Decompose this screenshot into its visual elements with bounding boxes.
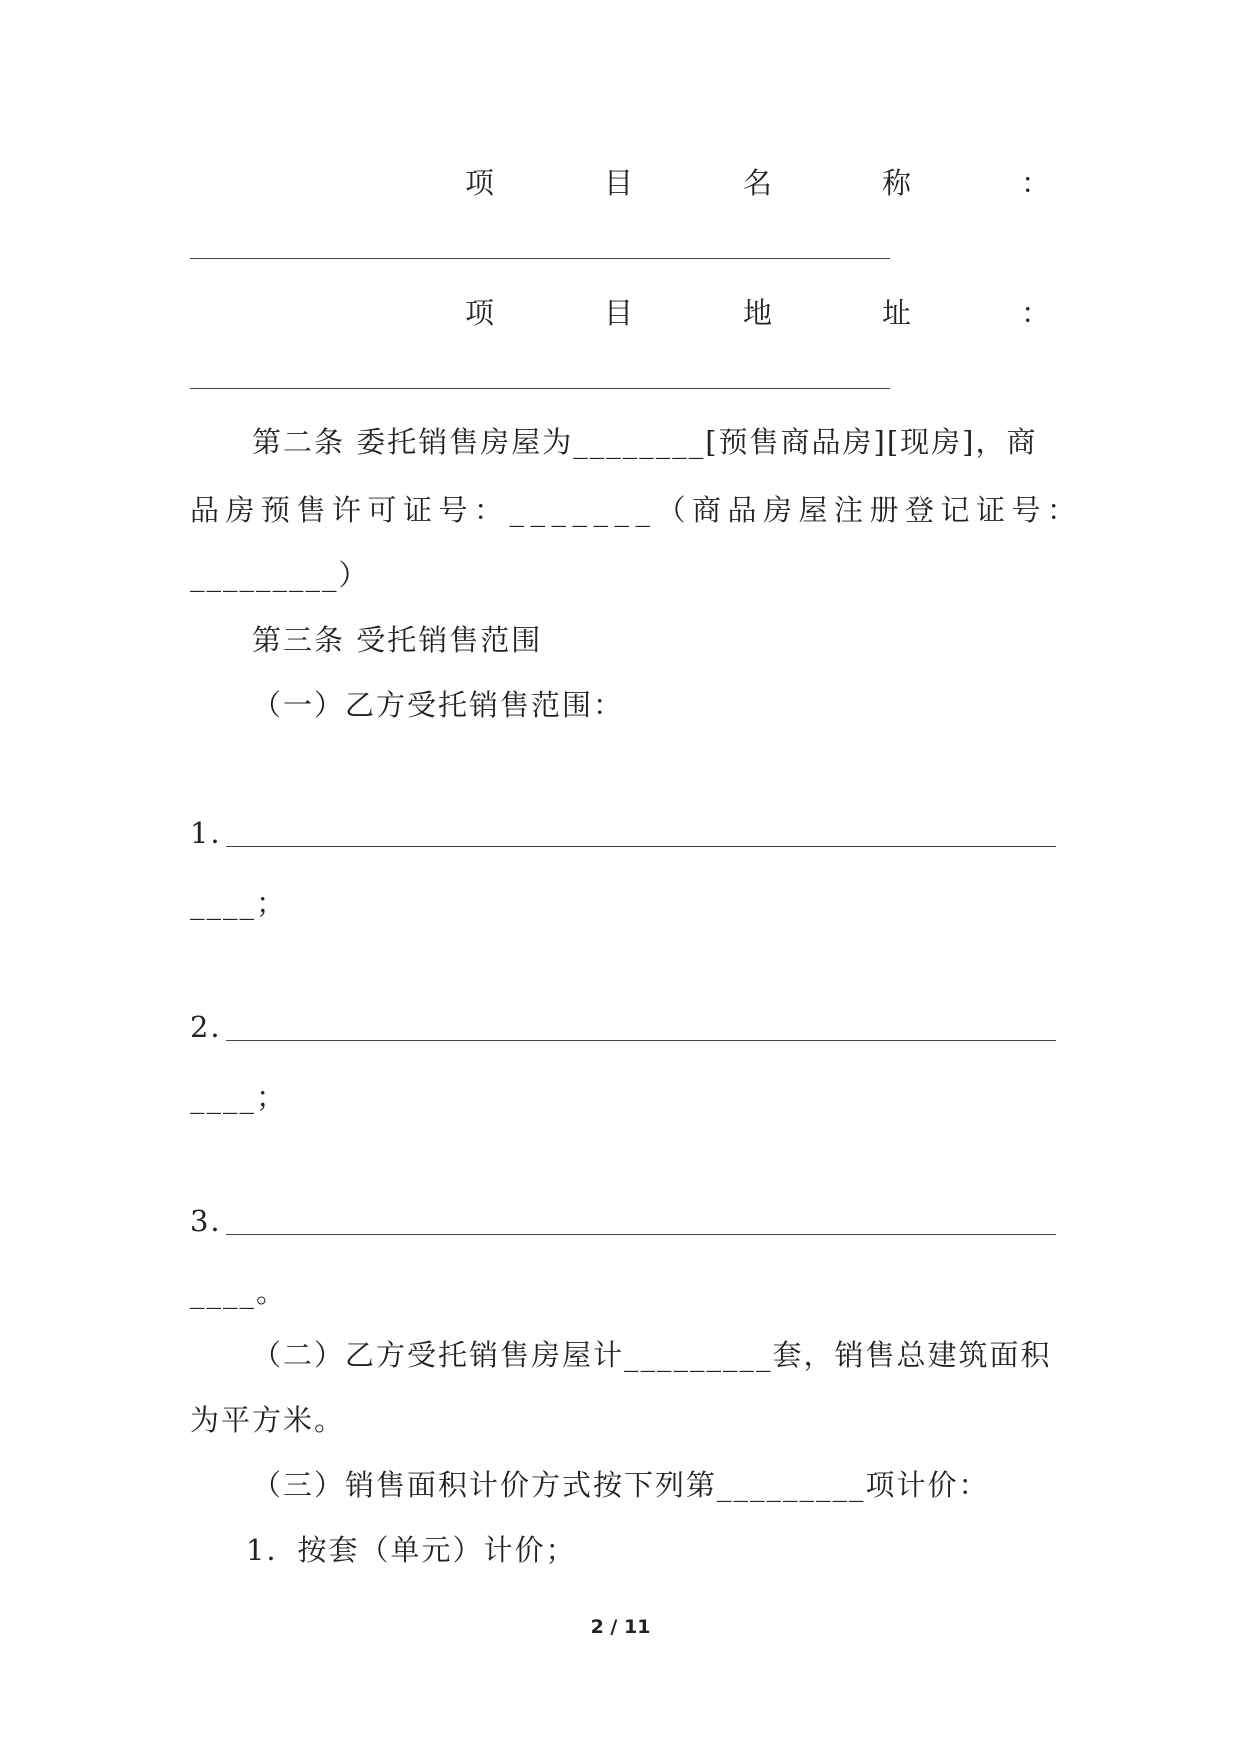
- article3-sub1: （一）乙方受托销售范围：: [252, 688, 625, 722]
- scope-item-tail: ____。: [190, 1275, 288, 1309]
- scope-item-tail: ____；: [190, 886, 288, 920]
- label-char: 称: [881, 166, 911, 200]
- article3-sub2-line1: （二）乙方受托销售房屋计_________套，销售总建筑面积: [252, 1338, 1052, 1372]
- article3-title: 第三条 受托销售范围: [252, 623, 543, 657]
- article2-line3: _________）: [190, 558, 370, 592]
- article2-line1: 第二条 委托销售房屋为________[预售商品房][现房]，商: [252, 425, 1038, 459]
- label-char: 目: [603, 296, 633, 330]
- article3-sub2-line2: 为平方米。: [190, 1403, 346, 1437]
- label-char: ：: [1020, 166, 1050, 200]
- page-number: 2 / 11: [590, 1616, 651, 1638]
- scope-item-tail: ____；: [190, 1080, 288, 1114]
- label-char: 目: [603, 166, 633, 200]
- project-address-blank: [190, 388, 890, 389]
- scope-item-number: 2．: [190, 1010, 242, 1044]
- pricing-option-1: 1．按套（单元）计价；: [246, 1533, 577, 1567]
- label-char: 址: [881, 296, 911, 330]
- scope-item-blank: [226, 846, 1056, 847]
- label-char: 项: [465, 296, 495, 330]
- field-project-name-label: [465, 163, 1050, 203]
- label-char: 项: [465, 166, 495, 200]
- scope-item-number: 1．: [190, 816, 242, 850]
- project-name-blank: [190, 258, 890, 259]
- label-char: 名: [742, 166, 772, 200]
- scope-item-number: 3．: [190, 1204, 242, 1238]
- scope-item-blank: [226, 1040, 1056, 1041]
- article2-line2: 品房预售许可证号：_______（商品房屋注册登记证号：: [190, 493, 1083, 527]
- article3-sub3: （三）销售面积计价方式按下列第_________项计价：: [252, 1468, 990, 1502]
- scope-item-blank: [226, 1234, 1056, 1235]
- field-project-address-label: [465, 293, 1050, 333]
- label-char: 地: [742, 296, 772, 330]
- label-char: ：: [1020, 296, 1050, 330]
